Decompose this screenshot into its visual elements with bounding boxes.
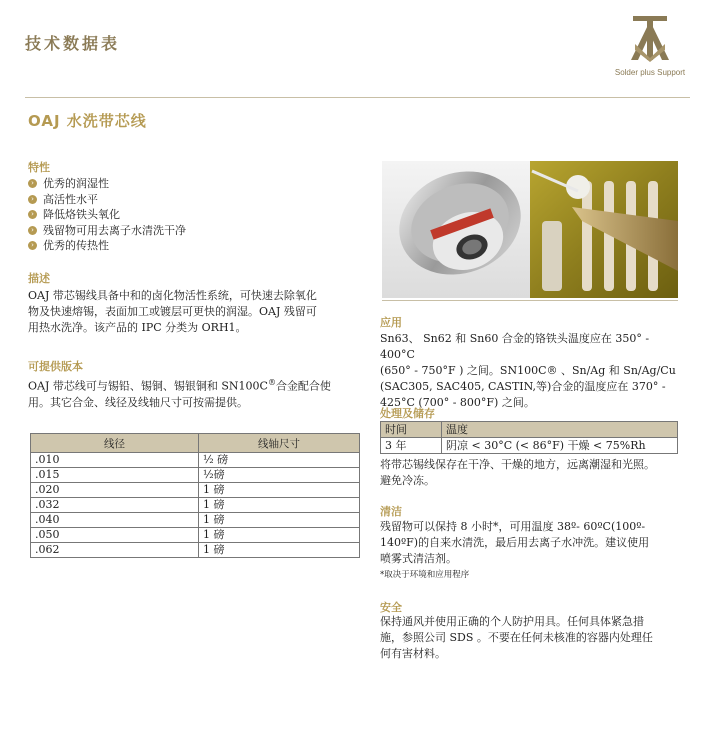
cleaning-note: *取决于环境和应用程序 (380, 570, 470, 580)
table-row: .020 1 磅 (31, 483, 360, 498)
table-header: 时间 (381, 422, 442, 438)
photo-divider (382, 300, 678, 301)
product-title: OAJ 水洗带芯线 (28, 112, 147, 130)
list-item: › 降低烙铁头氧化 (28, 207, 186, 223)
table-row: .062 1 磅 (31, 543, 360, 558)
table-row: 3 年 阴凉 < 30°C (< 86°F) 干燥 < 75%Rh (381, 438, 678, 454)
list-item: › 优秀的润湿性 (28, 176, 186, 192)
description-text: OAJ 带芯锡线具备中和的卤化物活性系统，可快速去除氧化 物及快速熔锡，表面加工或镀层可更快的润湿。OAJ 残留可 用热水洗净。该产品的 IPC 分类为 ORH1。 (28, 289, 317, 334)
cleaning-text: 残留物可以保持 8 小时*，可用温度 38º- 60ºC(100º- 140ºF)的自来水清洗，最后用去离子水冲洗。建议使用 喷雾式清洁剂。 (380, 520, 650, 565)
table-row: .032 1 磅 (31, 498, 360, 513)
storage-table (380, 421, 678, 454)
chevron-right-icon: › (28, 241, 37, 250)
company-logo (610, 14, 690, 84)
list-item: › 残留物可用去离子水清洗干净 (28, 223, 186, 239)
chevron-right-icon: › (28, 226, 37, 235)
safety-text: 保持通风并使用正确的个人防护用具。任何具体紧急措 施，参照公司 SDS 。不要在任何未核准的容器内处理任 何有害材料。 (380, 615, 653, 660)
list-item: › 优秀的传热性 (28, 238, 186, 254)
description-heading: 描述 (28, 272, 50, 285)
application-text: Sn63、 Sn62 和 Sn60 合金的铬铁头温度应在 350° - 400°C (650° - 750°F ) 之间。SN100C® 、Sn/Ag 和 Sn/Ag/Cu (SAC305, SAC405, CASTIN,等)合金的温度应在 370° - 425°C (700° - 800°F) 之间。 (380, 332, 676, 409)
chevron-right-icon: › (28, 210, 37, 219)
features-heading: 特性 (28, 161, 50, 174)
versions-heading: 可提供版本 (28, 360, 83, 373)
table-header: 线径 (31, 434, 199, 453)
application-heading: 应用 (380, 316, 402, 329)
versions-text: OAJ 带芯线可与锡铅、锡铜、锡银铜和 SN100C®合金配合使 用。其它合金、线径及线轴尺寸可按需提供。 (28, 378, 331, 409)
storage-heading: 处理及储存 (380, 407, 435, 420)
chevron-right-icon: › (28, 179, 37, 188)
chevron-right-icon: › (28, 195, 37, 204)
safety-heading: 安全 (380, 601, 402, 614)
cleaning-heading: 清洁 (380, 505, 402, 518)
aim-logo-icon (625, 14, 675, 62)
storage-text: 将带芯锡线保存在干净、干燥的地方，远离潮湿和光照。 避免冷冻。 (380, 458, 655, 487)
table-header: 线轴尺寸 (199, 434, 360, 453)
table-row: .010 ½ 磅 (31, 453, 360, 468)
table-row: .040 1 磅 (31, 513, 360, 528)
page-title: 技术数据表 (25, 34, 121, 53)
list-item: › 高活性水平 (28, 192, 186, 208)
wire-size-table (30, 433, 360, 558)
table-row: .015 ½磅 (31, 468, 360, 483)
product-photo (382, 161, 678, 298)
table-row: .050 1 磅 (31, 528, 360, 543)
table-header: 温度 (442, 422, 678, 438)
features-list (28, 176, 186, 254)
header-divider (25, 97, 690, 98)
logo-tagline: Solder plus Support (614, 68, 686, 77)
